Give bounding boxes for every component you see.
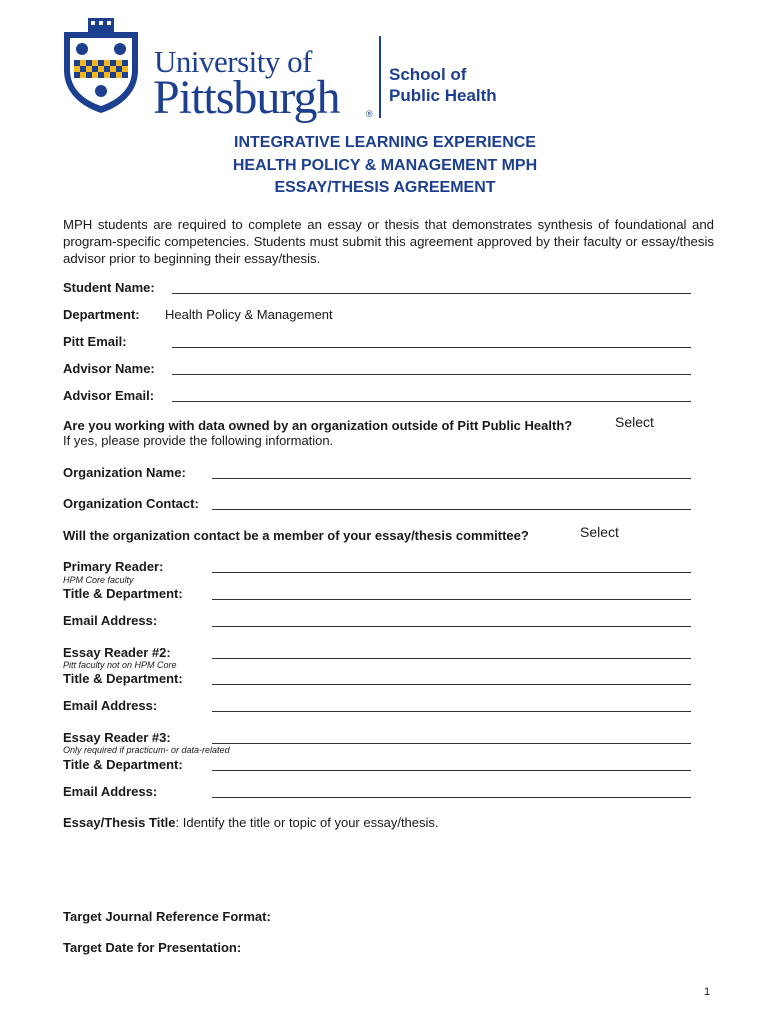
university-name-line1: University of <box>154 44 312 79</box>
university-logo <box>62 18 502 124</box>
advisor-email-field[interactable] <box>172 401 691 402</box>
outside-data-followup: If yes, please provide the following information. <box>63 433 334 448</box>
essay-title-label: Essay/Thesis Title <box>63 815 176 830</box>
title-line2: HEALTH POLICY & MANAGEMENT MPH <box>232 157 538 174</box>
essay-reader-2-label: Essay Reader #2: <box>63 645 171 660</box>
primary-reader-label: Primary Reader: <box>63 559 164 574</box>
advisor-name-field[interactable] <box>172 374 691 375</box>
essay-reader-3-label: Essay Reader #3: <box>63 730 171 745</box>
advisor-email-label: Advisor Email: <box>63 388 155 403</box>
student-name-field[interactable] <box>172 293 691 294</box>
department-value: Health Policy & Management <box>165 307 333 322</box>
school-line1: School of <box>389 65 467 84</box>
organization-contact-label: Organization Contact: <box>63 496 199 511</box>
logo-divider <box>379 36 381 118</box>
committee-select[interactable]: Select <box>580 524 619 540</box>
email-address-field-1[interactable] <box>212 626 691 627</box>
target-date-label: Target Date for Presentation: <box>63 940 242 955</box>
committee-question: Will the organization contact be a member of your essay/thesis committee? <box>63 528 529 543</box>
pitt-shield-icon <box>62 18 140 114</box>
email-address-field-2[interactable] <box>212 711 691 712</box>
email-address-label-2: Email Address: <box>63 698 158 713</box>
essay-title-row <box>63 815 439 830</box>
essay-reader-2-field[interactable] <box>212 658 691 659</box>
department-label: Department: <box>63 307 140 322</box>
title-department-field-3[interactable] <box>212 770 691 771</box>
registered-mark: ® <box>366 109 373 119</box>
page-number: 1 <box>704 986 711 998</box>
title-line3: ESSAY/THESIS AGREEMENT <box>274 179 496 196</box>
pitt-email-label: Pitt Email: <box>63 334 127 349</box>
outside-data-question: Are you working with data owned by an organization outside of Pitt Public Health? <box>63 418 573 433</box>
essay-title-hint: : Identify the title or topic of your essay/thesis. <box>175 815 439 830</box>
essay-reader-3-note: Only required if practicum- or data-related <box>63 745 230 755</box>
university-name-line2: Pittsburgh <box>153 71 340 124</box>
title-department-label-2: Title & Department: <box>63 671 183 686</box>
target-journal-label: Target Journal Reference Format: <box>63 909 271 924</box>
email-address-label-1: Email Address: <box>63 613 158 628</box>
organization-name-field[interactable] <box>212 478 691 479</box>
intro-paragraph: MPH students are required to complete an essay or thesis that demonstrates synthesis of foundational and program-specific competencies. Students must submit this agreement approved by their faculty or essay/thesis advisor prior to beginning their essay/thesis. <box>63 217 714 266</box>
email-address-field-3[interactable] <box>212 797 691 798</box>
title-department-label-1: Title & Department: <box>63 586 183 601</box>
advisor-name-label: Advisor Name: <box>63 361 155 376</box>
primary-reader-field[interactable] <box>212 572 691 573</box>
essay-reader-2-note: Pitt faculty not on HPM Core <box>63 660 177 670</box>
title-department-label-3: Title & Department: <box>63 757 183 772</box>
outside-data-select[interactable]: Select <box>615 414 654 430</box>
school-name <box>389 64 497 106</box>
pitt-email-field[interactable] <box>172 347 691 348</box>
organization-contact-field[interactable] <box>212 509 691 510</box>
student-name-label: Student Name: <box>63 280 155 295</box>
email-address-label-3: Email Address: <box>63 784 158 799</box>
essay-reader-3-field[interactable] <box>212 743 691 744</box>
school-line2: Public Health <box>389 86 497 105</box>
organization-name-label: Organization Name: <box>63 465 186 480</box>
title-department-field-2[interactable] <box>212 684 691 685</box>
primary-reader-note: HPM Core faculty <box>63 575 134 585</box>
title-line1: INTEGRATIVE LEARNING EXPERIENCE <box>234 134 536 151</box>
title-department-field-1[interactable] <box>212 599 691 600</box>
